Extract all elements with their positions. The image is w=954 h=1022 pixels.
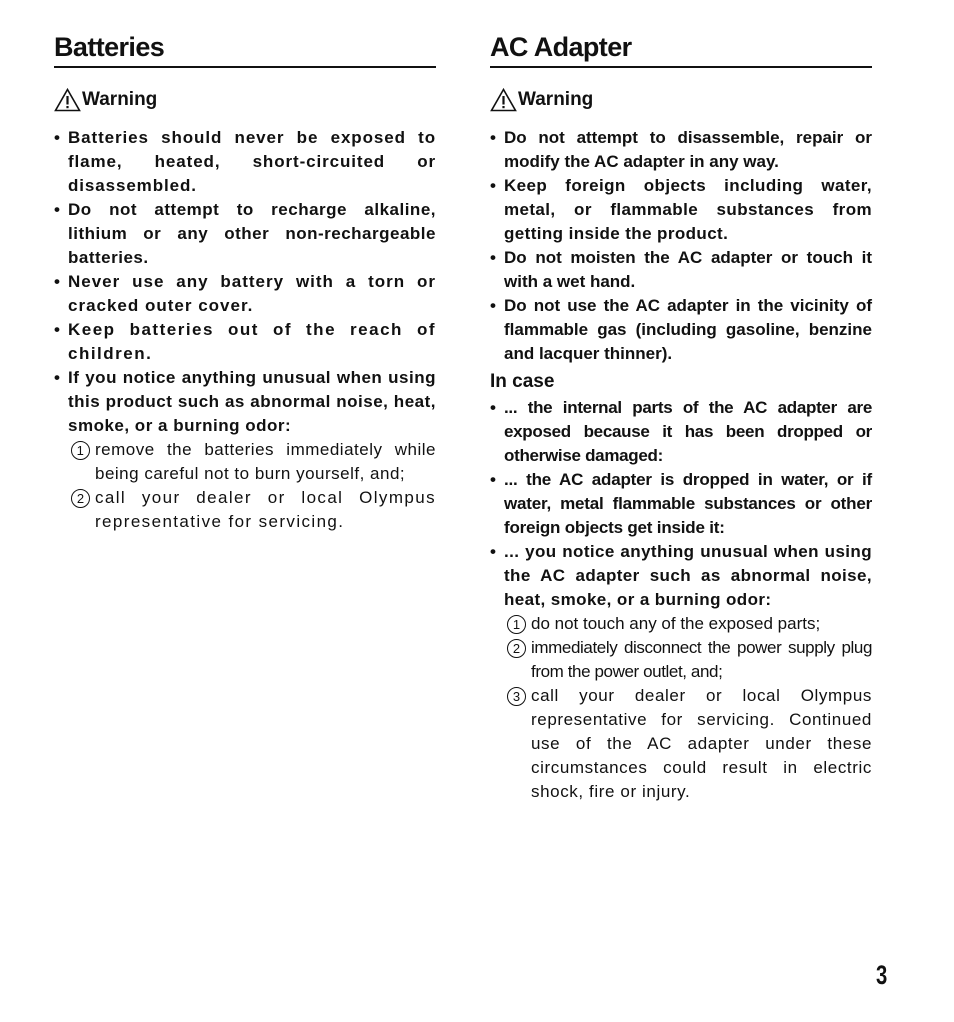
list-item: • Do not attempt to disassemble, repair or modify the AC adapter in any way. — [490, 128, 872, 171]
in-case-heading: In case — [490, 371, 555, 392]
bullet-mark: • — [54, 368, 61, 387]
in-case-list — [490, 396, 872, 804]
list-item: • Do not use the AC adapter in the vicinity of flammable gas (including gasoline, benzine and lacquer thinner). — [490, 296, 872, 363]
batteries-warning — [54, 88, 436, 112]
batteries-warning-list — [54, 126, 436, 534]
bullet-mark: • — [490, 296, 496, 315]
list-item: • Do not moisten the AC adapter or touch it with a wet hand. — [490, 248, 872, 291]
list-item: • Never use any battery with a torn or cracked outer cover. — [54, 272, 436, 315]
bullet-mark: • — [490, 542, 497, 561]
bullet-mark: • — [490, 248, 496, 267]
step-item: 1 remove the batteries immediately while being careful not to burn yourself, and; — [68, 438, 436, 486]
step-item: 1 do not touch any of the exposed parts; — [504, 612, 872, 636]
list-item: • Do not attempt to recharge alkaline, lithium or any other non-rechargeable batteries. — [54, 200, 436, 267]
warning-triangle-icon — [54, 88, 81, 112]
bullet-mark: • — [490, 398, 496, 417]
warning-label: Warning — [518, 89, 594, 110]
batteries-section — [54, 30, 436, 534]
step-item: 2 immediately disconnect the power supply plug from the power outlet, and; — [504, 636, 872, 684]
ac-adapter-steps — [504, 612, 872, 804]
list-item: • ... the internal parts of the AC adapter are exposed because it has been dropped or otherwise damaged: — [490, 398, 872, 465]
warning-triangle-icon — [490, 88, 517, 112]
bullet-mark: • — [54, 272, 61, 291]
page-number: 3 — [876, 960, 888, 990]
bullet-mark: • — [54, 128, 61, 147]
circled-number: 3 — [507, 687, 526, 706]
circled-number: 2 — [71, 489, 90, 508]
bullet-mark: • — [54, 200, 61, 219]
warning-label: Warning — [82, 89, 158, 110]
bullet-mark: • — [490, 128, 496, 147]
bullet-mark: • — [490, 176, 497, 195]
list-item: • ... the AC adapter is dropped in water, or if water, metal flammable substances or other foreign objects get inside it: — [490, 470, 872, 537]
list-item: • Batteries should never be exposed to flame, heated, short-circuited or disassembled. — [54, 128, 436, 195]
ac-adapter-warning-list — [490, 126, 872, 366]
list-item: • If you notice anything unusual when using this product such as abnormal noise, heat, smoke, or a burning odor: 1 remove the batteries immediately while being careful not to burn yourself, and; 2 call your dealer or local Olympus representative for servicing. — [54, 366, 436, 534]
batteries-heading: Batteries — [54, 30, 436, 68]
bullet-mark: • — [54, 320, 62, 339]
step-item: 2 call your dealer or local Olympus representative for servicing. — [68, 486, 436, 534]
list-item: • Keep foreign objects including water, metal, or flammable substances from getting inside the product. — [490, 176, 872, 243]
step-item: 3 call your dealer or local Olympus representative for servicing. Continued use of the AC adapter under these circumstances could result in electric shock, fire or injury. — [504, 684, 872, 804]
circled-number: 1 — [71, 441, 90, 460]
ac-adapter-section — [490, 30, 872, 804]
list-item: • ... you notice anything unusual when using the AC adapter such as abnormal noise, heat, smoke, or a burning odor: 1 do not touch any of the exposed parts; 2 immediately disconnect the power supply plug from the power outlet, and; 3 call your dealer or local Olympus representative for servicing. Continued use of the AC adapter under these circumstances could result in electric shock, fire or injury. — [490, 540, 872, 804]
list-item: • Keep batteries out of the reach of children. — [54, 320, 436, 363]
circled-number: 1 — [507, 615, 526, 634]
batteries-steps — [68, 438, 436, 534]
bullet-mark: • — [490, 470, 496, 489]
ac-adapter-warning — [490, 88, 872, 112]
ac-adapter-heading: AC Adapter — [490, 30, 872, 68]
circled-number: 2 — [507, 639, 526, 658]
